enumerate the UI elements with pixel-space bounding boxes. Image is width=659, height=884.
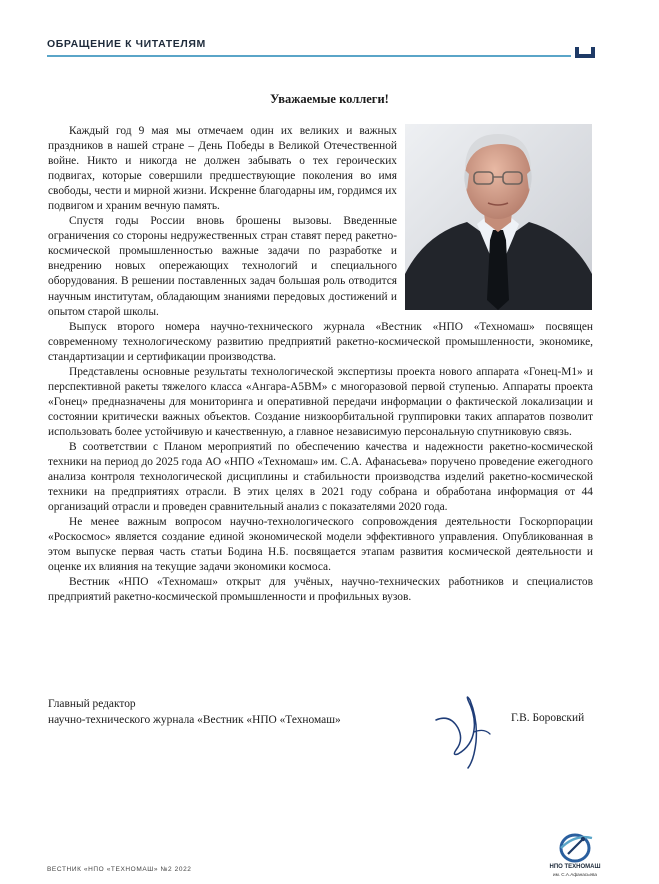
position-line: научно-технического журнала «Вестник «НПО «Техномаш» [48,714,341,726]
position-line: Главный редактор [48,698,136,710]
letter-paragraph: Выпуск второго номера научно-технического журнала «Вестник «НПО «Техномаш» посвящен современному технологическому развитию предприятий ракетно-космической промышленности, экономике, стандартизации и сертификации производства. [48,320,593,363]
header-rule [47,55,571,57]
logo-subtitle: им. С.А.Афанасьева [553,872,597,877]
logo-name: НПО ТЕХНОМАШ [549,864,601,870]
signature-position [48,696,341,728]
handwritten-signature [428,690,498,770]
letter-greeting: Уважаемые коллеги! [270,92,389,106]
letter-paragraph: В соответствии с Планом мероприятий по обеспечению качества и надежности ракетно-космической техники на период до 2025 года АО «НПО «Техномаш» им. С.А. Афанасьева» поручено проведение ежегодного анализа контроля технологической дисциплины и стабильности производства изделий ракетно-космической техники на предприятиях отрасли. В этих целях в 2021 году собрана и обработана информация от 44 организаций отрасли и проведен сравнительный анализ с показателями 2020 года. [48,440,593,514]
letter-body [48,124,593,606]
letter-paragraph: Каждый год 9 мая мы отмечаем один их великих и важных праздников в нашей стране – День Победы в Великой Отечественной войне. Никто и никогда не должен забывать о тех героических подвигах, которые совершили предшествующие поколения во имя свободы, чести и мирной жизни. Искренне благодарны им, гордимся их подвигом и храним вечную память. [48,125,397,213]
crown-bracket-icon [574,46,596,60]
section-title: ОБРАЩЕНИЕ К ЧИТАТЕЛЯМ [47,38,206,50]
portrait-wrap-space [397,124,593,319]
letter-paragraph: Вестник «НПО «Техномаш» открыт для учёных, научно-технических работников и специалистов предприятий ракетно-космической промышленности и профильных вузов. [48,576,593,604]
journal-issue: ВЕСТНИК «НПО «ТЕХНОМАШ» №2 2022 [47,866,192,873]
letter-paragraph: Спустя годы России вновь брошены вызовы. Введенные ограничения со стороны недружественных стран ставят перед ракетно-космической промышленностью важные задачи по разработке и внедрению новых опережающих технологий и специального оборудования. В решении поставленных задач большая роль отводится научным институтам, обладающим знаниями передовых достижений и опытом старой школы. [48,215,397,318]
npo-tekhnomash-logo [546,830,604,880]
letter-paragraph: Не менее важным вопросом научно-технологического сопровождения деятельности Госкорпорации «Роскосмос» является создание единой экономической модели эффективного управления. Опубликованная в этом выпуске первая часть статьи Бодина Н.Б. посвящается этапам развития космической деятельности и оценке их влияния на текущие задачи экономики космоса. [48,516,593,574]
editor-name: Г.В. Боровский [511,712,585,724]
letter-paragraph: Представлены основные результаты технологической экспертизы проекта нового аппарата «Гонец-М1» и перспективной ракеты тяжелого класса «Ангара-А5ВМ» с многоразовой первой ступенью. Аппараты проекта «Гонец» предназначены для мониторинга и оперативной передачи информации о фактической локализации и состоянии критически важных объектов. Создание низкоорбитальной группировки таких аппаратов позволит использовать более устойчивую и качественную, а главное независимую персональную спутниковую связь. [48,365,593,438]
logo-emblem-icon [546,830,604,864]
